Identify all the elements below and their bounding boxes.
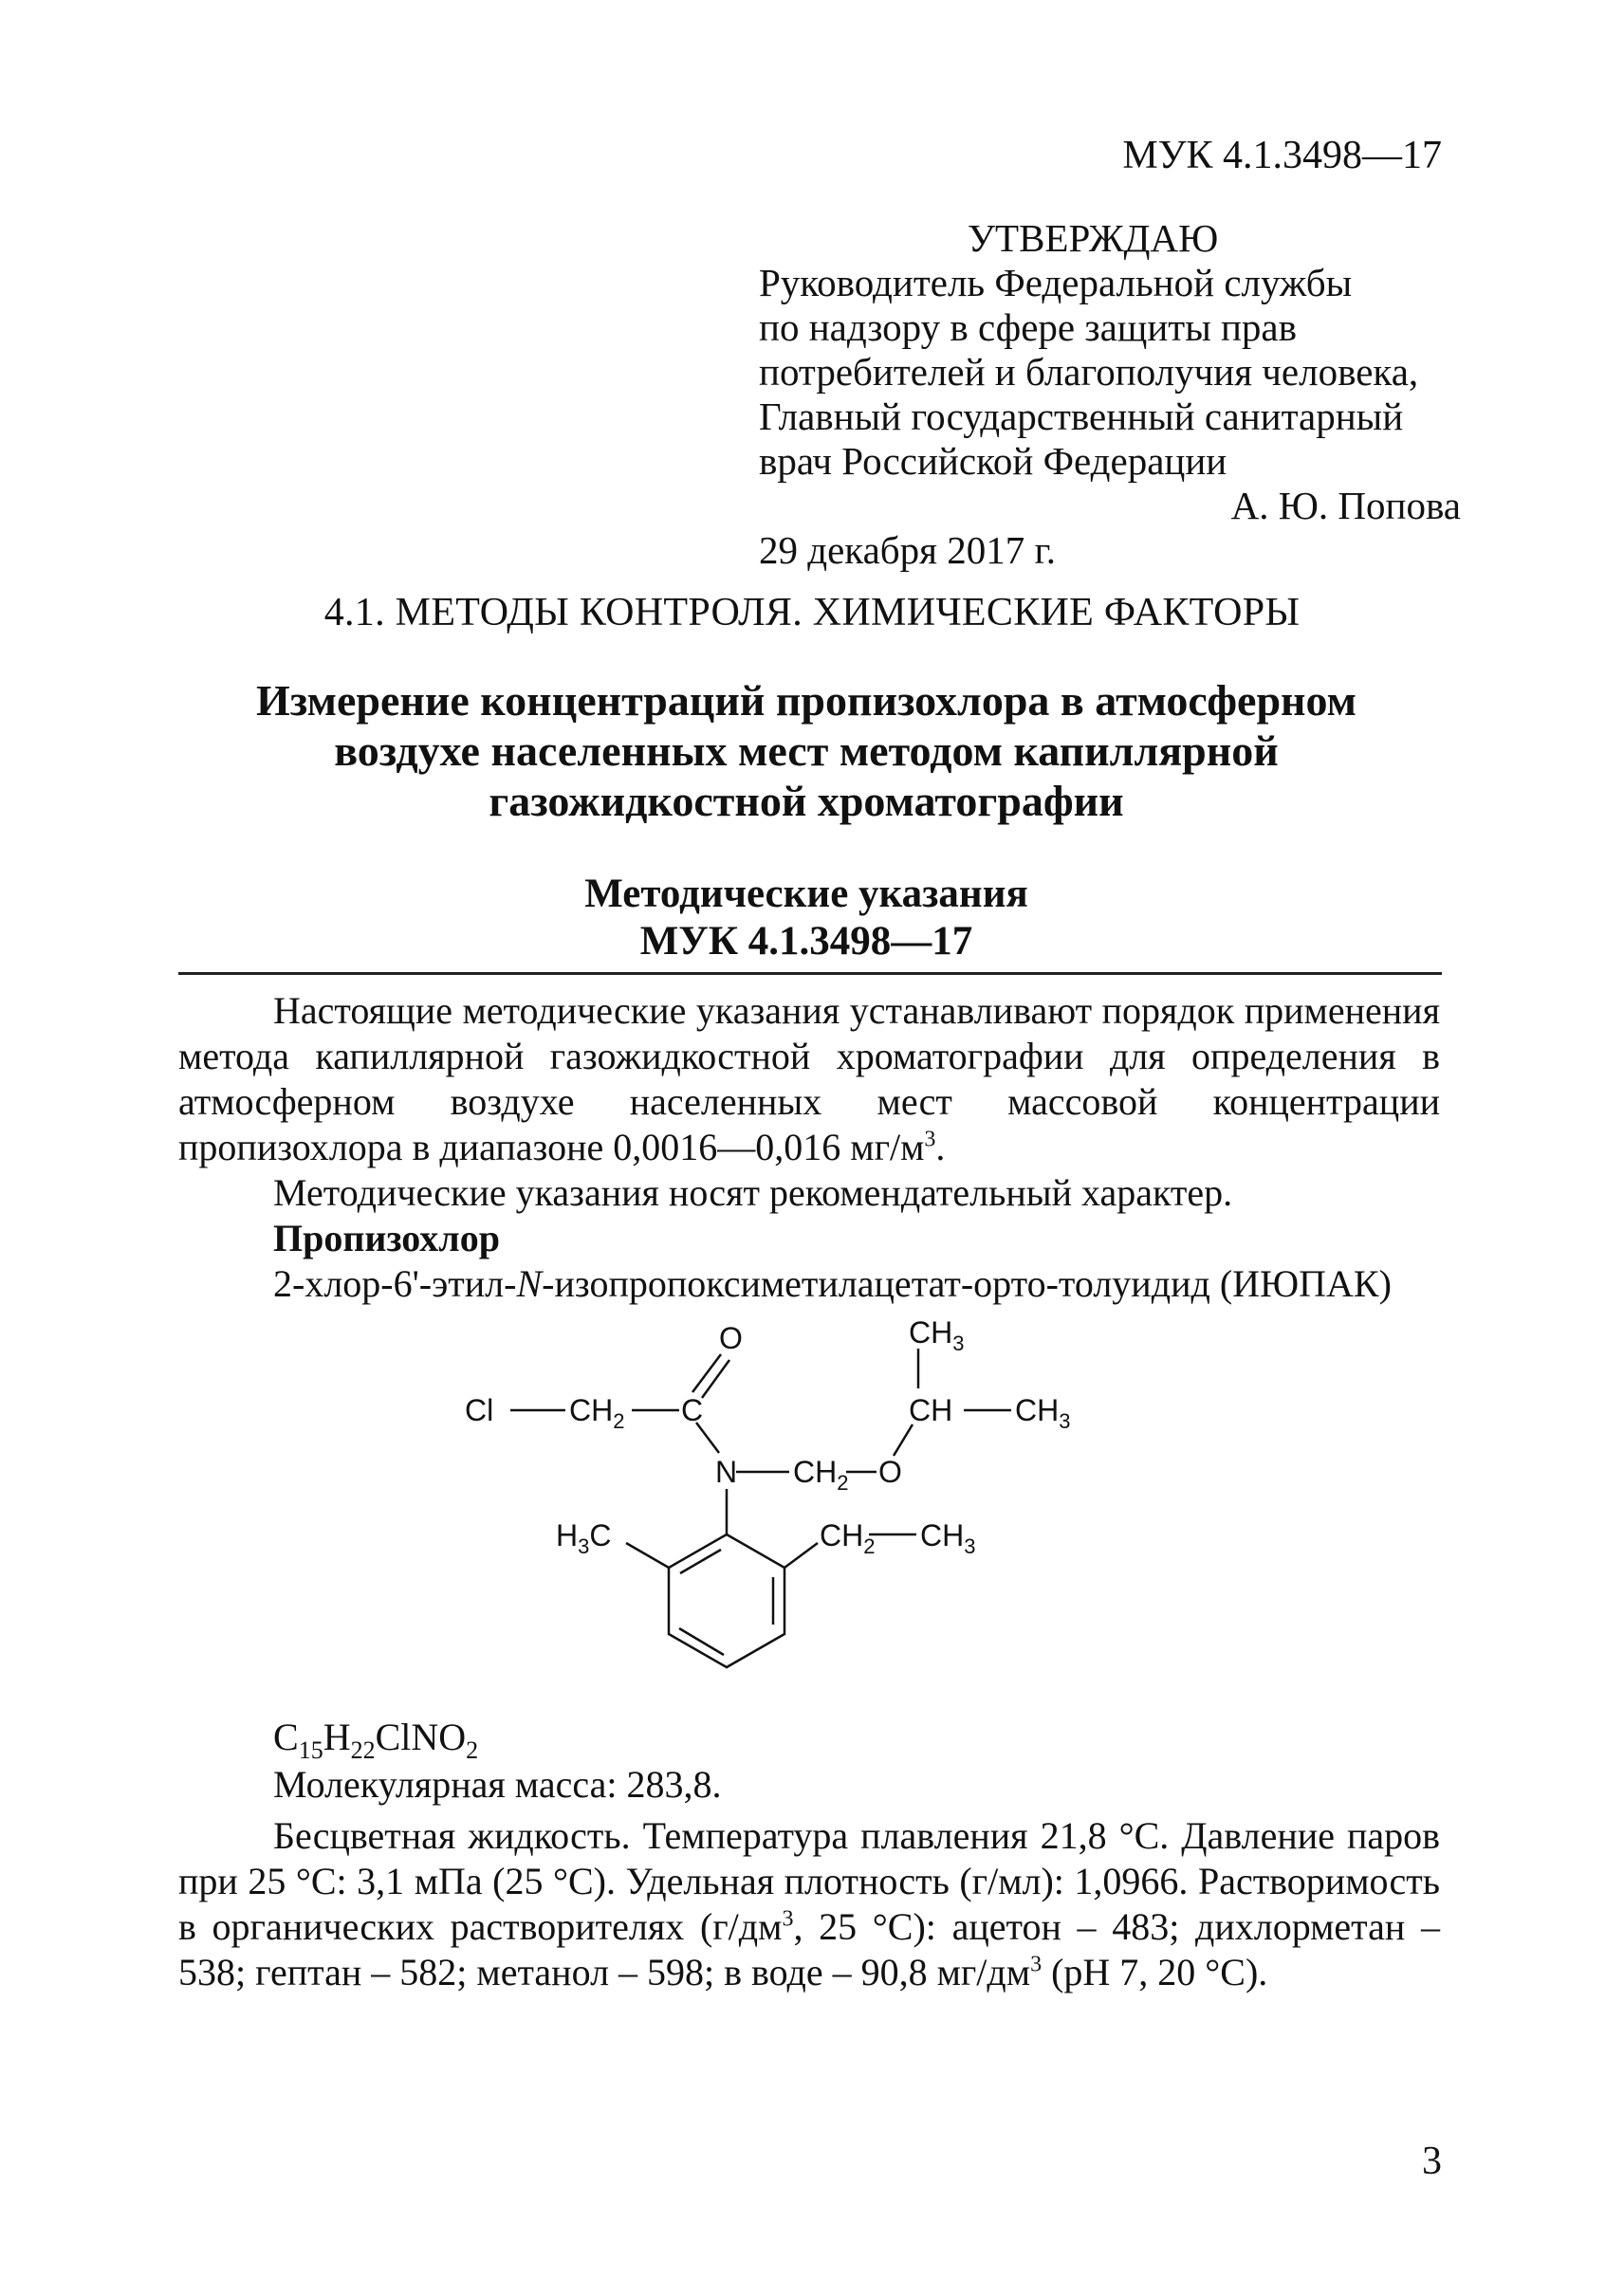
properties-sup: 3 xyxy=(1030,1952,1043,1977)
atom-subscript: 3 xyxy=(1059,1409,1071,1433)
atom-subscript: 3 xyxy=(964,1534,976,1558)
intro-sup: 3 xyxy=(924,1127,936,1152)
iupac-italic: N xyxy=(516,1262,543,1305)
svg-text:O xyxy=(719,1321,743,1355)
svg-text:N xyxy=(715,1455,737,1489)
atom-label: CH xyxy=(1015,1393,1060,1427)
subtitle-code: МУК 4.1.3498—17 xyxy=(639,919,973,964)
title-line: воздухе населенных мест методом капиллярной xyxy=(334,726,1279,775)
atom-label: CH xyxy=(569,1393,614,1427)
properties-text: , 25 °С): ацетон – 483; дихлорметан – 538; гептан – 582; метанол – 598; в воде – 90,8 мг/дм xyxy=(178,1905,1440,1993)
iupac-post: -изопропоксиметилацетат-орто-толуидид (ИЮПАК) xyxy=(542,1262,1392,1305)
approval-heading: УТВЕРЖДАЮ xyxy=(968,216,1219,260)
formula-part: C xyxy=(273,1716,299,1758)
approval-signatory: А. Ю. Попова xyxy=(1230,484,1461,527)
svg-text:CH3 xyxy=(909,1315,964,1355)
document-code: МУК 4.1.3498—17 xyxy=(1122,134,1442,177)
formula-sub: 22 xyxy=(350,1736,376,1764)
iupac-name xyxy=(273,1261,1392,1307)
svg-text:CH3 xyxy=(920,1518,975,1558)
document-subtitle xyxy=(142,871,1470,965)
approval-line: врач Российской Федерации xyxy=(759,439,1227,483)
approval-block xyxy=(759,216,1461,573)
subtitle-line: Методические указания xyxy=(584,872,1028,916)
formula-part: H xyxy=(323,1716,351,1758)
atom-subscript: 3 xyxy=(952,1332,965,1355)
svg-text:Cl xyxy=(465,1393,493,1427)
atom-subscript: 2 xyxy=(837,1471,849,1495)
svg-text:H3C xyxy=(556,1518,611,1558)
atom-label: O xyxy=(878,1455,902,1489)
approval-line: потребителей и благополучия человека, xyxy=(759,350,1419,394)
properties-text: (pH 7, 20 °С). xyxy=(1042,1951,1268,1993)
atom-label: CH xyxy=(793,1455,838,1489)
approval-date: 29 декабря 2017 г. xyxy=(759,528,1056,572)
atom-label: H xyxy=(556,1518,579,1552)
title-line: газожидкостной хроматографии xyxy=(489,777,1124,825)
svg-text:CH2 xyxy=(793,1455,848,1495)
page-number: 3 xyxy=(1422,2140,1442,2183)
properties-paragraph xyxy=(178,1813,1440,1995)
svg-text:CH2 xyxy=(569,1393,624,1433)
atom-label: C xyxy=(589,1518,612,1552)
intro-text: Настоящие методические указания устанавливают порядок применения метода капиллярной газожидкостной хроматографии для определения в атмосферном воздухе населенных мест массовой концентрации пропизохлора в диапазоне 0,0016—0,016 мг/м xyxy=(178,989,1440,1168)
document-title xyxy=(142,675,1470,826)
svg-text:O xyxy=(878,1455,902,1489)
formula-sub: 15 xyxy=(298,1736,323,1764)
svg-text:CH xyxy=(909,1393,952,1427)
note-line: Методические указания носят рекомендательный характер. xyxy=(273,1171,1233,1214)
atom-subscript: 2 xyxy=(613,1409,625,1433)
atom-label: CH xyxy=(820,1518,864,1552)
intro-end: . xyxy=(935,1126,946,1168)
properties-sup: 3 xyxy=(782,1906,794,1932)
intro-paragraph xyxy=(178,988,1440,1170)
atom-label: Cl xyxy=(465,1393,494,1427)
approval-line: Руководитель Федеральной службы xyxy=(759,261,1353,304)
substance-name: Пропизохлор xyxy=(273,1217,500,1259)
iupac-pre: 2-хлор-6'-этил- xyxy=(273,1262,517,1305)
divider xyxy=(178,972,1442,975)
atom-subscript: 2 xyxy=(863,1534,876,1558)
atom-label: CH xyxy=(909,1393,953,1427)
properties-text: Бесцветная жидкость. Температура плавления 21,8 °С. Давление паров при 25 °С: 3,1 мПа (25 °С). Удельная плотность (г/мл): 1,0966. Растворимость в органических растворителях (г/дм xyxy=(178,1814,1440,1948)
section-heading: 4.1. МЕТОДЫ КОНТРОЛЯ. ХИМИЧЕСКИЕ ФАКТОРЫ xyxy=(323,591,1301,634)
atom-label: C xyxy=(681,1393,704,1427)
structural-formula xyxy=(465,1309,1167,1707)
atom-label: O xyxy=(719,1321,743,1355)
approval-line: Главный государственный санитарный xyxy=(759,395,1404,438)
molecular-mass: Молекулярная масса: 283,8. xyxy=(273,1763,722,1806)
svg-text:CH3 xyxy=(1015,1393,1070,1433)
approval-line: по надзору в сфере защиты прав xyxy=(759,305,1297,349)
atom-label: N xyxy=(715,1455,738,1489)
atom-subscript: 3 xyxy=(578,1534,590,1558)
svg-text:C xyxy=(681,1393,703,1427)
svg-text:CH2 xyxy=(820,1518,875,1558)
molecular-formula xyxy=(273,1715,479,1764)
atom-label: CH xyxy=(920,1518,965,1552)
title-line: Измерение концентраций пропизохлора в атмосферном xyxy=(256,676,1356,725)
formula-part: ClNO xyxy=(375,1716,467,1758)
atom-label: CH xyxy=(909,1315,953,1350)
formula-sub: 2 xyxy=(466,1736,479,1764)
